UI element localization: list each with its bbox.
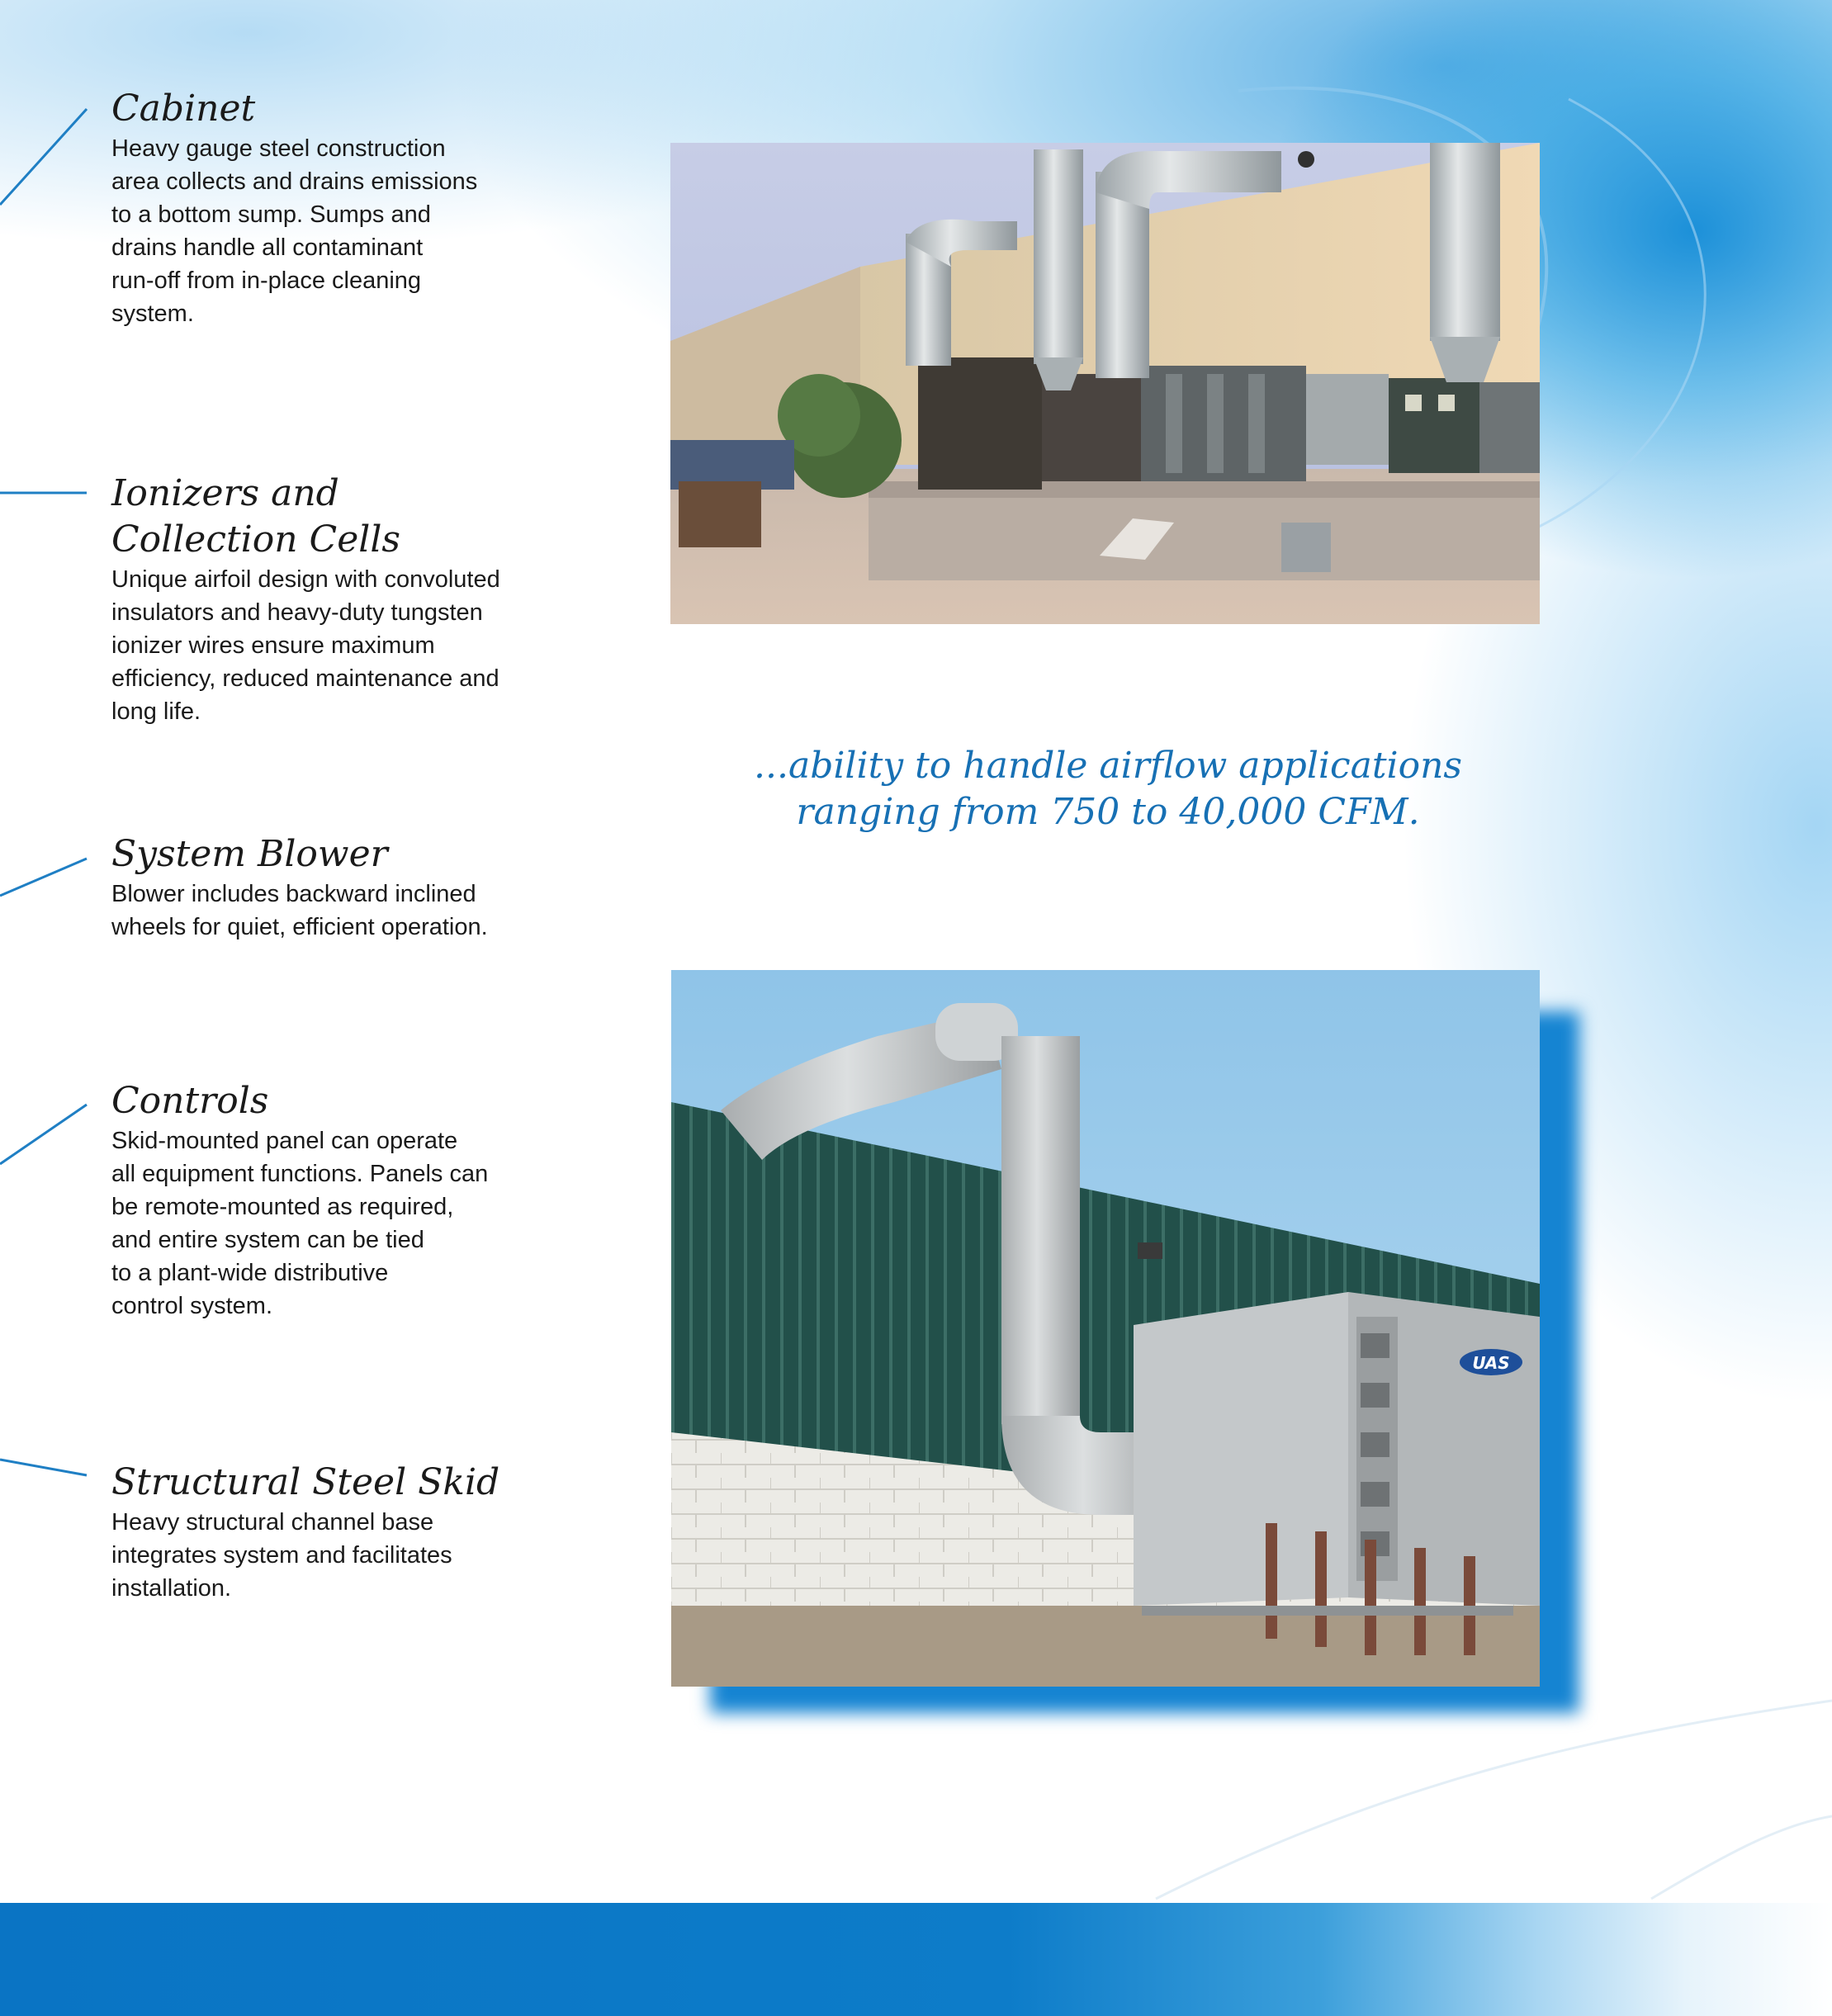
feature-body: Blower includes backward inclined wheels for quiet, efficient operation. xyxy=(111,881,488,940)
feature-cabinet xyxy=(111,86,607,330)
leader-line-cabinet xyxy=(0,109,87,205)
leader-line-blower xyxy=(0,859,87,896)
feature-body: Skid-mounted panel can operate all equipment functions. Panels can be remote-mounted as required, and entire system can be tied to a plant-wide distributive control system. xyxy=(111,1128,489,1319)
feature-title: System Blower xyxy=(111,833,388,875)
photo-collector-unit xyxy=(671,970,1540,1687)
leader-line-skid xyxy=(0,1460,87,1475)
feature-ionizers xyxy=(111,471,607,728)
feature-title: Controls xyxy=(111,1080,269,1122)
feature-body: Unique airfoil design with convoluted insulators and heavy-duty tungsten ionizer wires ensure maximum efficiency, reduced maintenance and long life. xyxy=(111,566,500,725)
feature-structural-steel-skid xyxy=(111,1460,607,1605)
feature-title: Cabinet xyxy=(111,88,256,130)
feature-system-blower xyxy=(111,831,607,944)
photo-industrial-installation xyxy=(670,143,1540,624)
unit-logo: UAS xyxy=(1472,1353,1510,1373)
feature-body: Heavy structural channel base integrates system and facilitates installation. xyxy=(111,1509,452,1602)
feature-controls xyxy=(111,1078,607,1323)
feature-title: Structural Steel Skid xyxy=(111,1461,500,1503)
feature-body: Heavy gauge steel construction area collects and drains emissions to a bottom sump. Sumps and drains handle all contaminant run-off from in-place cleaning system. xyxy=(111,135,478,327)
leader-line-controls xyxy=(0,1105,87,1164)
footer-band xyxy=(0,1903,1832,2016)
tagline: ...ability to handle airflow applications ranging from 750 to 40,000 CFM. xyxy=(754,745,1462,833)
callout-leader-lines xyxy=(0,0,99,2016)
feature-title: Ionizers and Collection Cells xyxy=(111,472,400,561)
